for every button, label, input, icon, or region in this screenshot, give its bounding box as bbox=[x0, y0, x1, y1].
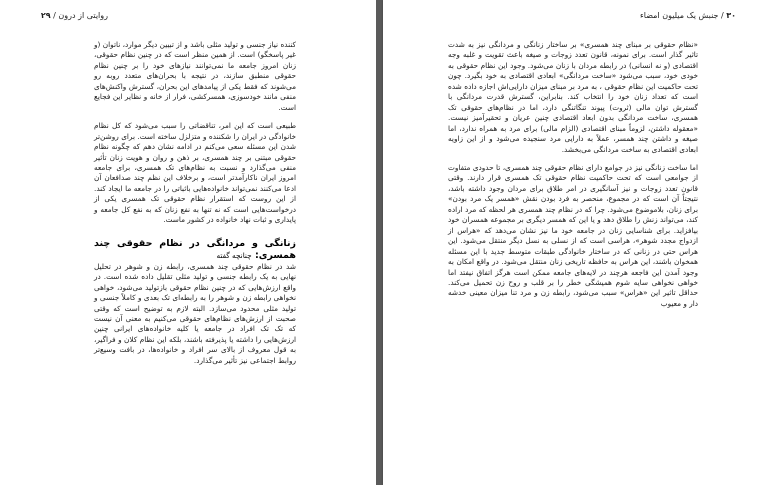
page-number: ۳۰ bbox=[726, 11, 736, 20]
left-page bbox=[0, 0, 376, 485]
left-page-header bbox=[41, 11, 108, 20]
paragraph: شد در نظام حقوقی چند همسری، رابطه زن و شوهر در تحلیل نهایی به یک رابطه جنسی و تولید مثلی تقلیل داده شده است. در واقع ارزش‌هایی که در چنین نظام حقوقی بازتولید می‌شود، خواهی نخواهی رابطه زن و شوهر را به رابطه‌ای تک بعدی و کاملاً جنسی و تولید مثلی محدود می‌سازد. البته لازم به توضیح است که وقتی صحبت از ارزش‌های نظام‌های حقوقی می‌کنیم به معنی آن نیست که تک تک افراد در جامعه یا کلیه خانواده‌های ایرانی چنین ارزش‌هایی را داشته یا پذیرفته باشند، بلکه این نظام کلان و فراگیر، به قول معروف از بالای سر افراد و خانواده‌ها، در بافت وسیع‌تر روابط اجتماعی نیز تأثیر می‌گذارد. bbox=[94, 261, 296, 365]
right-page bbox=[383, 0, 768, 485]
header-separator: / bbox=[720, 11, 724, 20]
paragraph: کننده نیاز جنسی و تولید مثلی باشد و از تبیین دیگر موارد، ناتوان (و غیر پاسخگو) است. از همین منظر است که در چنین نظام حقوقی، زنان امروز جامعه ما نمی‌توانند نیازهای خود را بر چنین نظام حقوقی منطبق سازند، در نتیجه با بحران‌های متعدد روبه رو می‌شوند که فقط یکی از پیامدهای این بحران، گسترش واکنش‌های منفی مانند خودسوزی، همسرکشی، فرار از خانه و نظایر این فجایع است. bbox=[94, 40, 296, 112]
section-heading-text: زنانگی و مردانگی در نظام حقوقی چند همسری: bbox=[94, 237, 296, 261]
section-heading bbox=[94, 238, 296, 262]
right-page-header bbox=[640, 11, 736, 20]
running-title: روایتی از درون bbox=[58, 11, 108, 20]
paragraph: طبیعی است که این امر، تناقضاتی را سبب می‌شود که کل نظام خانوادگی در ایران را شکننده و متزلزل ساخته است. برای روشن‌تر شدن این مسئله سعی می‌کنم در ادامه نشان دهم که چگونه نظام حقوقی مبتنی بر چند همسری، بر ذهن و روان و هویت زنان تأثیر منفی می‌گذارد و نسبت به نظام‌های تک همسری، برای جامعه امروز ایران ناکارآمدتر است، و برخلاف این نظم چند صدافعان آن ادعا می‌کنند نمی‌تواند خانواده‌هایی باثباتی را در جامعه ما ایجاد کند. از این روست که استقرار نظام حقوقی تک همسری یکی از درخواست‌هایی است که نه تنها به نفع زنان که به نفع کل جامعه و پایداری و ثبات نهاد خانواده در کشور ماست. bbox=[94, 121, 296, 225]
right-page-body bbox=[448, 40, 698, 309]
left-page-body bbox=[94, 40, 296, 366]
page-number: ۲۹ bbox=[40, 11, 51, 20]
header-separator: / bbox=[53, 11, 56, 20]
paragraph: «نظام حقوقی بر مبنای چند همسری» بر ساختار زنانگی و مردانگی نیز به شدت تاثیر گذار است. برای نمونه، قانون تعدد زوجات و صیغه باعث تقویت و غلبه وجه اقتصادی (و نه انسانی) در رابطه مردان با زنان می‌شود. وجود این نظام حقوقی به خودی خود، سبب می‌شود «ساخت مردانگی» ابعادی اقتصادی به خود بگیرد. چون تحت حاکمیت این نظام حقوقی ، به مرد بر مبنای میزان دارایی‌اش اجازه داده شده است که تعداد زنان خود را انتخاب کند. بنابراین، گسترش قدرت مردانگی با گسترش توان مالی (ثروت) پیوند تنگاتنگی دارد، اما در نظام‌های حقوقی تک همسری، ساخت مردانگی بدون ابعاد اقتصادی چنین عریان و تحقیرآمیز نیست. «معقوله داشتن، لزوماً مبنای اقتصادی (الزام مالی) برای مرد به همراه ندارد، اما صیغه و داشتن چند همسر، عملاً به دارایی مرد سنجیده می‌شود و از این زاویه ابعادی اقتصادی به ساخت مردانگی می‌بخشد. bbox=[448, 40, 698, 154]
running-title: جنبش یک میلیون امضاء bbox=[640, 11, 719, 20]
section-lead: چنانچه گفته bbox=[216, 250, 252, 260]
paragraph: اما ساخت زنانگی نیز در جوامع دارای نظام حقوقی چند همسری، تا حدودی متفاوت از جوامعی است که تحت حاکمیت نظام حقوقی تک همسری قرار دارند. وقتی قانون تعدد زوجات و نیز آسانگیری در امر طلاق برای مردان وجود داشته باشد، نتیجتاً آن است که در مجموع، منحصر به فرد بودن نقش «همسر یک مرد بودن» برای زنان، بلاموضوع می‌شود. چرا که در نظام چند همسری هر لحظه که مرد اراده کند، می‌تواند زنش را طلاق دهد و یا این که همسر دیگری بر مجموعه همسران خود بیافزاید. برای شناسایی زنان در جامعه خود ما نیز نشان می‌دهد که «هراس از ازدواج مجدد شوهر»، هراسی است که از نسلی به نسل دیگر منتقل می‌شود. این هراس حتی در زنانی که در ساختار خانوادگی طبقات متوسط جدید با این مسئله همخوان باشند، این هراس به حافظه تاریخی زنان منتقل می‌شود. در واقع امکان به وجود آمدن این فاجعه هرچند در لایه‌های جامعه ممکن است هرگز اتفاق نیفتد اما خواهی نخواهی سایه شوم همیشگی خطر را بر قلب و روح زن تحمیل می‌کند. حداقل تاثیر این «هراس» سبب می‌شود، رابطه زن و مرد تنا میزان معینی خدشه دار و معیوب bbox=[448, 162, 698, 308]
page-gutter bbox=[376, 0, 383, 485]
